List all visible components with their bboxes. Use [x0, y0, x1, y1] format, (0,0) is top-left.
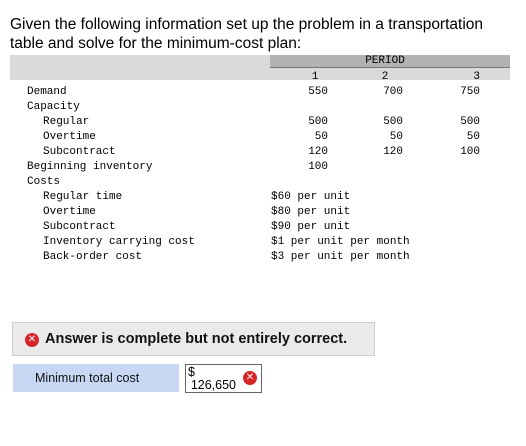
- row-label-regular-time: Regular time: [43, 191, 123, 203]
- period-number-1: 1: [311, 71, 319, 83]
- subcontract-period-1: 120: [308, 146, 328, 158]
- inventory-carrying-cost: $1 per unit per month: [271, 236, 410, 248]
- back-order-cost: $3 per unit per month: [271, 251, 410, 263]
- row-label-inventory-carrying: Inventory carrying cost: [43, 236, 195, 248]
- row-label-capacity: Capacity: [27, 101, 80, 113]
- regular-time-cost: $60 per unit: [271, 191, 351, 203]
- feedback-text: Answer is complete but not entirely correct.: [45, 331, 348, 347]
- row-label-overtime: Overtime: [43, 131, 96, 143]
- row-label-demand: Demand: [27, 86, 67, 98]
- incorrect-x-icon: ✕: [243, 371, 257, 385]
- row-label-subcontract-cost: Subcontract: [43, 221, 116, 233]
- currency-symbol: $: [188, 365, 195, 379]
- overtime-period-2: 50: [389, 131, 403, 143]
- feedback-banner: [12, 322, 375, 356]
- minimum-cost-input[interactable]: [185, 364, 262, 393]
- period-header-rule: [270, 67, 510, 68]
- regular-period-3: 500: [460, 116, 480, 128]
- row-label-subcontract: Subcontract: [43, 146, 116, 158]
- minimum-cost-label: Minimum total cost: [35, 371, 140, 385]
- overtime-period-3: 50: [466, 131, 480, 143]
- row-label-back-order: Back-order cost: [43, 251, 143, 263]
- regular-period-2: 500: [383, 116, 403, 128]
- period-header: PERIOD: [365, 55, 405, 67]
- subcontract-cost: $90 per unit: [271, 221, 351, 233]
- period-number-2: 2: [381, 71, 389, 83]
- overtime-cost: $80 per unit: [271, 206, 351, 218]
- minimum-cost-value: 126,650: [190, 378, 236, 392]
- demand-period-3: 750: [460, 86, 480, 98]
- row-label-costs: Costs: [27, 176, 61, 188]
- row-label-overtime-cost: Overtime: [43, 206, 96, 218]
- question-text: Given the following information set up the problem in a transportation table and solve for the minimum-cost plan:: [10, 16, 484, 52]
- overtime-period-1: 50: [314, 131, 328, 143]
- demand-period-2: 700: [383, 86, 403, 98]
- demand-period-1: 550: [308, 86, 328, 98]
- minimum-cost-label-box: [13, 364, 179, 392]
- subcontract-period-3: 100: [460, 146, 480, 158]
- subcontract-period-2: 120: [383, 146, 403, 158]
- regular-period-1: 500: [308, 116, 328, 128]
- row-label-regular: Regular: [43, 116, 90, 128]
- x-circle-icon: ✕: [25, 333, 39, 347]
- beginning-inventory-period-1: 100: [308, 161, 328, 173]
- period-number-3: 3: [473, 71, 480, 83]
- row-label-beginning-inventory: Beginning inventory: [27, 161, 153, 173]
